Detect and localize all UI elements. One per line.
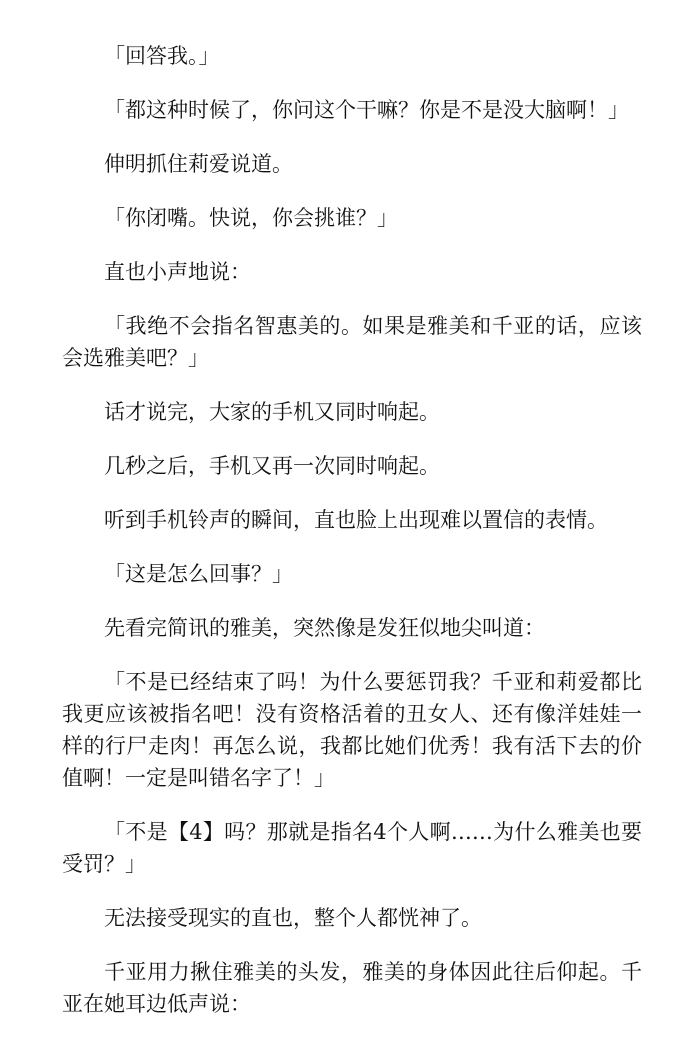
paragraph: 「不是已经结束了吗！为什么要惩罚我？千亚和莉爱都比我更应该被指名吧！没有资格活着的丑女人、还有像洋娃娃一样的行尸走肉！再怎么说，我都比她们优秀！我有活下去的价值啊！一定是叫错名字了！」	[62, 670, 642, 790]
paragraph: 几秒之后，手机又再一次同时响起。	[104, 454, 440, 478]
paragraph: 「这是怎么回事？」	[104, 562, 293, 586]
paragraph: 「回答我。」	[104, 44, 220, 68]
paragraph: 「你闭嘴。快说，你会挑谁？」	[104, 206, 398, 230]
paragraph: 听到手机铃声的瞬间，直也脸上出现难以置信的表情。	[104, 508, 608, 532]
paragraph: 直也小声地说：	[104, 260, 251, 284]
paragraph: 「不是【4】吗？那就是指名4个人啊……为什么雅美也要受罚？」	[62, 820, 642, 876]
paragraph: 话才说完，大家的手机又同时响起。	[104, 400, 440, 424]
book-page	[62, 40, 642, 1042]
paragraph: 千亚用力揪住雅美的头发，雅美的身体因此往后仰起。千亚在她耳边低声说：	[62, 960, 642, 1016]
paragraph: 无法接受现实的直也，整个人都恍神了。	[104, 906, 482, 930]
paragraph: 伸明抓住莉爱说道。	[104, 152, 293, 176]
paragraph: 「都这种时候了，你问这个干嘛？你是不是没大脑啊！」	[104, 98, 629, 122]
paragraph: 先看完简讯的雅美，突然像是发狂似地尖叫道：	[104, 616, 545, 640]
paragraph: 「我绝不会指名智惠美的。如果是雅美和千亚的话，应该会选雅美吧？」	[62, 314, 642, 370]
